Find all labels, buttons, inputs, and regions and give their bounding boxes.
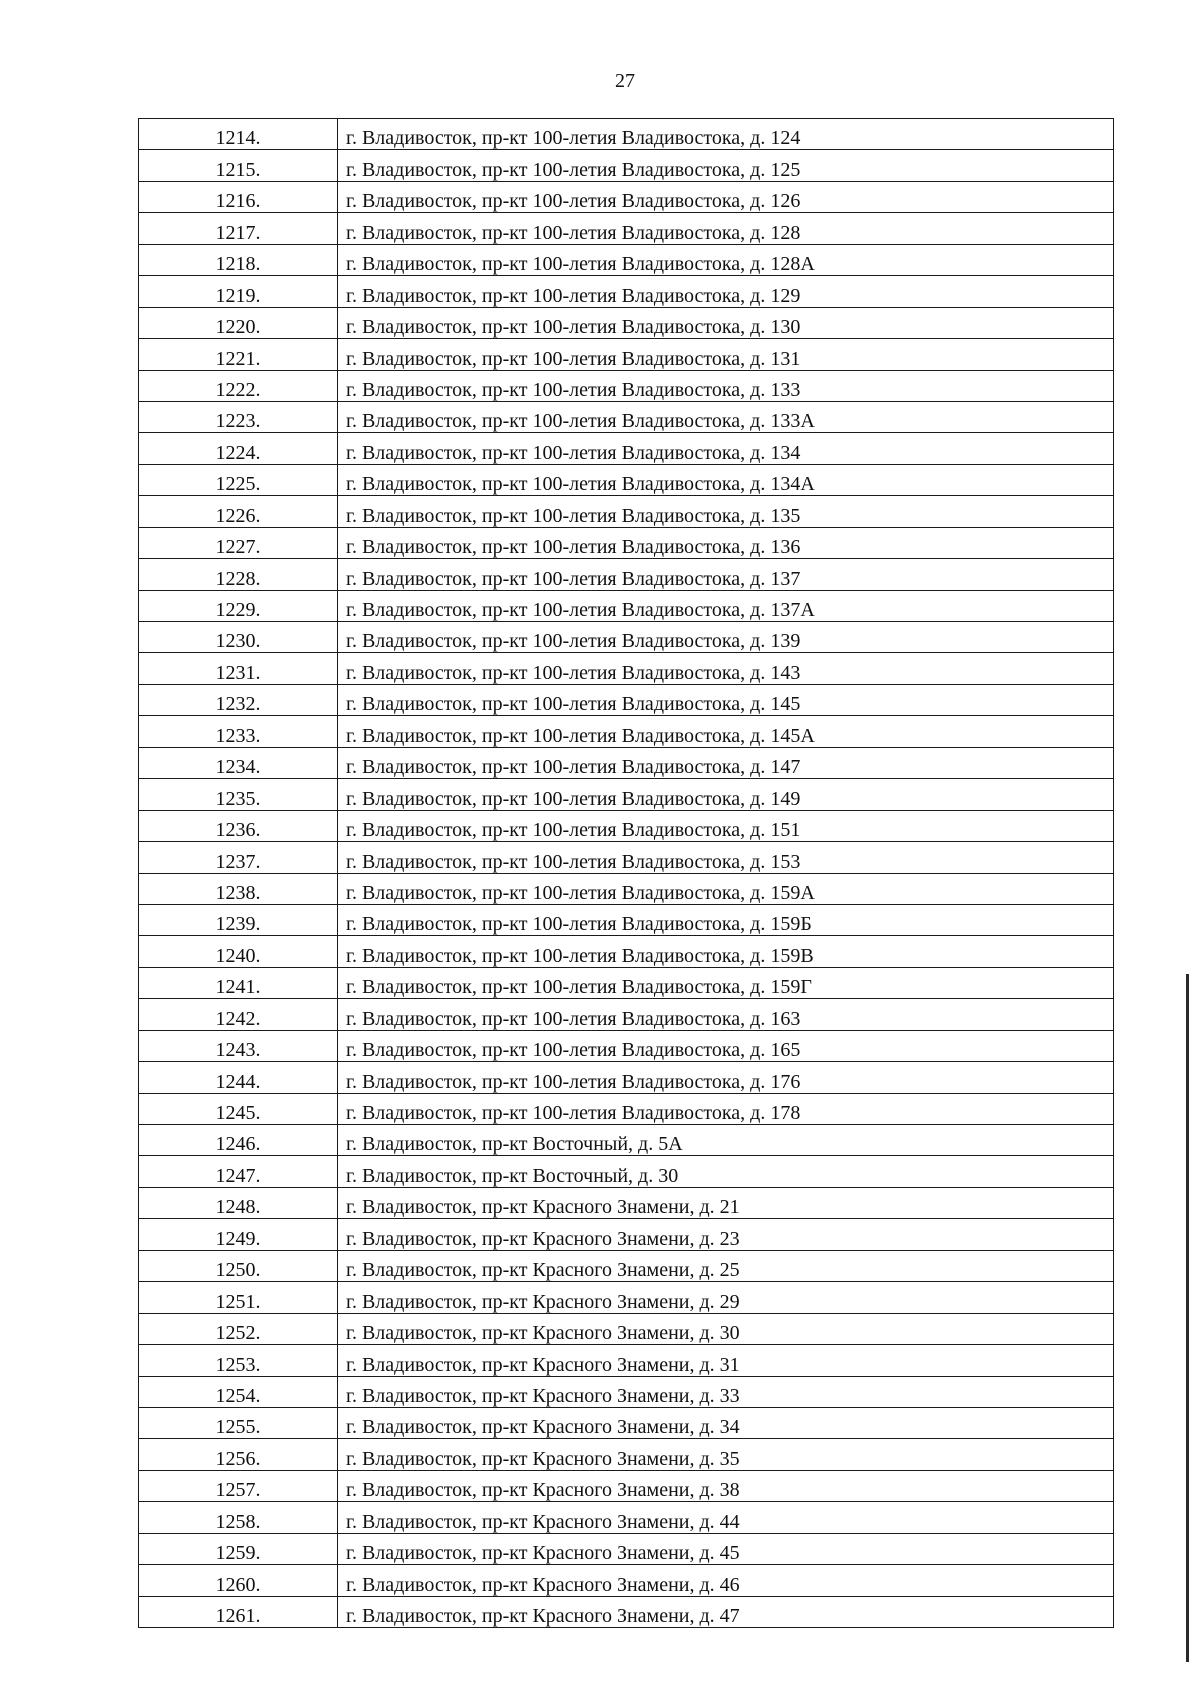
- row-number-cell: 1246.: [139, 1125, 338, 1156]
- table-row: [139, 1093, 1114, 1124]
- table-row: [139, 1470, 1114, 1501]
- address-cell: г. Владивосток, пр-кт 100-летия Владивостока, д. 143: [338, 653, 1114, 684]
- table-row: [139, 779, 1114, 810]
- table-row: [139, 810, 1114, 841]
- row-number-cell: 1258.: [139, 1502, 338, 1533]
- row-number-cell: 1222.: [139, 370, 338, 401]
- address-cell: г. Владивосток, пр-кт 100-летия Владивостока, д. 125: [338, 150, 1114, 181]
- table-row: [139, 842, 1114, 873]
- row-number-cell: 1239.: [139, 904, 338, 935]
- row-number-cell: 1223.: [139, 401, 338, 432]
- row-number-cell: 1221.: [139, 339, 338, 370]
- address-cell: г. Владивосток, пр-кт 100-летия Владивостока, д. 133А: [338, 401, 1114, 432]
- table-row: [139, 967, 1114, 998]
- table-row: [139, 684, 1114, 715]
- table-row: [139, 1533, 1114, 1564]
- row-number-cell: 1242.: [139, 999, 338, 1030]
- address-cell: г. Владивосток, пр-кт 100-летия Владивостока, д. 159Б: [338, 904, 1114, 935]
- address-cell: г. Владивосток, пр-кт 100-летия Владивостока, д. 134А: [338, 464, 1114, 495]
- table-row: [139, 1439, 1114, 1470]
- page-number: 27: [615, 70, 635, 92]
- table-row: [139, 1250, 1114, 1281]
- row-number-cell: 1244.: [139, 1062, 338, 1093]
- table-row: [139, 747, 1114, 778]
- table-row: [139, 307, 1114, 338]
- row-number-cell: 1229.: [139, 590, 338, 621]
- row-number-cell: 1234.: [139, 747, 338, 778]
- address-cell: г. Владивосток, пр-кт 100-летия Владивостока, д. 159Г: [338, 967, 1114, 998]
- table-row: [139, 936, 1114, 967]
- address-cell: г. Владивосток, пр-кт Красного Знамени, д. 21: [338, 1187, 1114, 1218]
- row-number-cell: 1226.: [139, 496, 338, 527]
- table-row: [139, 464, 1114, 495]
- row-number-cell: 1247.: [139, 1156, 338, 1187]
- address-cell: г. Владивосток, пр-кт 100-летия Владивостока, д. 176: [338, 1062, 1114, 1093]
- address-cell: г. Владивосток, пр-кт Красного Знамени, д. 29: [338, 1282, 1114, 1313]
- row-number-cell: 1238.: [139, 873, 338, 904]
- table-row: [139, 339, 1114, 370]
- row-number-cell: 1237.: [139, 842, 338, 873]
- row-number-cell: 1218.: [139, 244, 338, 275]
- row-number-cell: 1235.: [139, 779, 338, 810]
- table-row: [139, 1125, 1114, 1156]
- table-row: [139, 1062, 1114, 1093]
- address-cell: г. Владивосток, пр-кт Восточный, д. 30: [338, 1156, 1114, 1187]
- row-number-cell: 1253.: [139, 1345, 338, 1376]
- row-number-cell: 1215.: [139, 150, 338, 181]
- row-number-cell: 1255.: [139, 1407, 338, 1438]
- row-number-cell: 1220.: [139, 307, 338, 338]
- address-cell: г. Владивосток, пр-кт Красного Знамени, д. 25: [338, 1250, 1114, 1281]
- address-cell: г. Владивосток, пр-кт 100-летия Владивостока, д. 159А: [338, 873, 1114, 904]
- table-row: [139, 1407, 1114, 1438]
- address-table: [138, 118, 1114, 1628]
- address-table-body: [139, 119, 1114, 1628]
- address-cell: г. Владивосток, пр-кт 100-летия Владивостока, д. 133: [338, 370, 1114, 401]
- row-number-cell: 1214.: [139, 119, 338, 150]
- address-cell: г. Владивосток, пр-кт 100-летия Владивостока, д. 124: [338, 119, 1114, 150]
- address-cell: г. Владивосток, пр-кт 100-летия Владивостока, д. 145А: [338, 716, 1114, 747]
- row-number-cell: 1243.: [139, 1030, 338, 1061]
- address-cell: г. Владивосток, пр-кт 100-летия Владивостока, д. 128: [338, 213, 1114, 244]
- table-row: [139, 1030, 1114, 1061]
- row-number-cell: 1231.: [139, 653, 338, 684]
- row-number-cell: 1249.: [139, 1219, 338, 1250]
- row-number-cell: 1227.: [139, 527, 338, 558]
- row-number-cell: 1254.: [139, 1376, 338, 1407]
- row-number-cell: 1219.: [139, 276, 338, 307]
- row-number-cell: 1217.: [139, 213, 338, 244]
- address-cell: г. Владивосток, пр-кт 100-летия Владивостока, д. 128А: [338, 244, 1114, 275]
- address-cell: г. Владивосток, пр-кт Красного Знамени, д. 45: [338, 1533, 1114, 1564]
- address-cell: г. Владивосток, пр-кт 100-летия Владивостока, д. 151: [338, 810, 1114, 841]
- row-number-cell: 1256.: [139, 1439, 338, 1470]
- table-row: [139, 1376, 1114, 1407]
- table-row: [139, 527, 1114, 558]
- address-cell: г. Владивосток, пр-кт Красного Знамени, д. 38: [338, 1470, 1114, 1501]
- address-cell: г. Владивосток, пр-кт 100-летия Владивостока, д. 137: [338, 559, 1114, 590]
- address-cell: г. Владивосток, пр-кт 100-летия Владивостока, д. 131: [338, 339, 1114, 370]
- scan-edge-line: [1186, 974, 1189, 1662]
- address-cell: г. Владивосток, пр-кт 100-летия Владивостока, д. 149: [338, 779, 1114, 810]
- address-cell: г. Владивосток, пр-кт 100-летия Владивостока, д. 165: [338, 1030, 1114, 1061]
- table-row: [139, 904, 1114, 935]
- row-number-cell: 1230.: [139, 622, 338, 653]
- address-cell: г. Владивосток, пр-кт 100-летия Владивостока, д. 136: [338, 527, 1114, 558]
- table-row: [139, 622, 1114, 653]
- row-number-cell: 1245.: [139, 1093, 338, 1124]
- table-row: [139, 370, 1114, 401]
- row-number-cell: 1232.: [139, 684, 338, 715]
- address-cell: г. Владивосток, пр-кт Красного Знамени, д. 35: [338, 1439, 1114, 1470]
- address-cell: г. Владивосток, пр-кт 100-летия Владивостока, д. 163: [338, 999, 1114, 1030]
- address-cell: г. Владивосток, пр-кт 100-летия Владивостока, д. 159В: [338, 936, 1114, 967]
- table-row: [139, 1596, 1114, 1627]
- table-row: [139, 1313, 1114, 1344]
- address-cell: г. Владивосток, пр-кт Красного Знамени, д. 33: [338, 1376, 1114, 1407]
- address-cell: г. Владивосток, пр-кт Красного Знамени, д. 44: [338, 1502, 1114, 1533]
- address-cell: г. Владивосток, пр-кт Красного Знамени, д. 23: [338, 1219, 1114, 1250]
- table-row: [139, 559, 1114, 590]
- row-number-cell: 1233.: [139, 716, 338, 747]
- table-row: [139, 276, 1114, 307]
- address-cell: г. Владивосток, пр-кт 100-летия Владивостока, д. 130: [338, 307, 1114, 338]
- row-number-cell: 1257.: [139, 1470, 338, 1501]
- table-row: [139, 244, 1114, 275]
- row-number-cell: 1216.: [139, 181, 338, 212]
- row-number-cell: 1248.: [139, 1187, 338, 1218]
- table-row: [139, 653, 1114, 684]
- table-row: [139, 401, 1114, 432]
- row-number-cell: 1260.: [139, 1565, 338, 1596]
- address-cell: г. Владивосток, пр-кт Красного Знамени, д. 47: [338, 1596, 1114, 1627]
- address-cell: г. Владивосток, пр-кт Красного Знамени, д. 46: [338, 1565, 1114, 1596]
- table-row: [139, 1565, 1114, 1596]
- row-number-cell: 1250.: [139, 1250, 338, 1281]
- table-row: [139, 1282, 1114, 1313]
- row-number-cell: 1236.: [139, 810, 338, 841]
- table-row: [139, 999, 1114, 1030]
- address-cell: г. Владивосток, пр-кт Красного Знамени, д. 31: [338, 1345, 1114, 1376]
- row-number-cell: 1252.: [139, 1313, 338, 1344]
- address-cell: г. Владивосток, пр-кт 100-летия Владивостока, д. 129: [338, 276, 1114, 307]
- address-cell: г. Владивосток, пр-кт 100-летия Владивостока, д. 147: [338, 747, 1114, 778]
- address-cell: г. Владивосток, пр-кт 100-летия Владивостока, д. 139: [338, 622, 1114, 653]
- row-number-cell: 1224.: [139, 433, 338, 464]
- address-cell: г. Владивосток, пр-кт 100-летия Владивостока, д. 126: [338, 181, 1114, 212]
- address-cell: г. Владивосток, пр-кт Восточный, д. 5А: [338, 1125, 1114, 1156]
- table-row: [139, 716, 1114, 747]
- address-cell: г. Владивосток, пр-кт 100-летия Владивостока, д. 135: [338, 496, 1114, 527]
- address-cell: г. Владивосток, пр-кт 100-летия Владивостока, д. 137А: [338, 590, 1114, 621]
- row-number-cell: 1259.: [139, 1533, 338, 1564]
- table-row: [139, 213, 1114, 244]
- table-row: [139, 590, 1114, 621]
- table-row: [139, 119, 1114, 150]
- table-row: [139, 1502, 1114, 1533]
- table-row: [139, 433, 1114, 464]
- table-row: [139, 1219, 1114, 1250]
- row-number-cell: 1225.: [139, 464, 338, 495]
- address-cell: г. Владивосток, пр-кт Красного Знамени, д. 34: [338, 1407, 1114, 1438]
- row-number-cell: 1251.: [139, 1282, 338, 1313]
- address-cell: г. Владивосток, пр-кт 100-летия Владивостока, д. 153: [338, 842, 1114, 873]
- table-row: [139, 150, 1114, 181]
- table-row: [139, 181, 1114, 212]
- table-row: [139, 1156, 1114, 1187]
- address-cell: г. Владивосток, пр-кт Красного Знамени, д. 30: [338, 1313, 1114, 1344]
- address-cell: г. Владивосток, пр-кт 100-летия Владивостока, д. 145: [338, 684, 1114, 715]
- row-number-cell: 1240.: [139, 936, 338, 967]
- row-number-cell: 1228.: [139, 559, 338, 590]
- address-cell: г. Владивосток, пр-кт 100-летия Владивостока, д. 134: [338, 433, 1114, 464]
- table-row: [139, 496, 1114, 527]
- address-cell: г. Владивосток, пр-кт 100-летия Владивостока, д. 178: [338, 1093, 1114, 1124]
- table-row: [139, 873, 1114, 904]
- row-number-cell: 1261.: [139, 1596, 338, 1627]
- table-row: [139, 1345, 1114, 1376]
- table-row: [139, 1187, 1114, 1218]
- row-number-cell: 1241.: [139, 967, 338, 998]
